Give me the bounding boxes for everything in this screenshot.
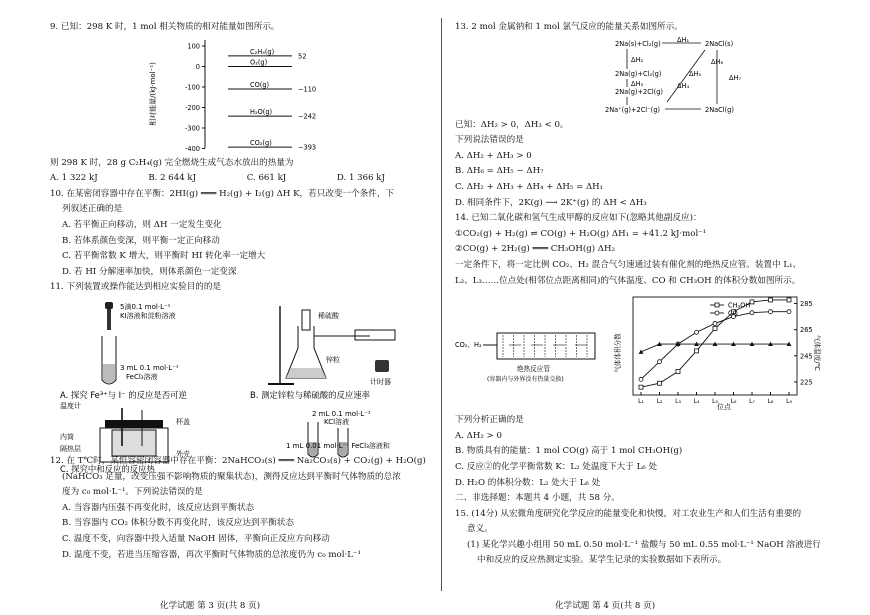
tube-body [497, 333, 595, 359]
q13-option-c: C. ΔH₂ + ΔH₃ + ΔH₄ + ΔH₅ = ΔH₁ [455, 181, 604, 192]
q12-line: 度为 c₀ mol·L⁻¹。下列说法错误的是 [62, 487, 203, 498]
q9-option-b: B. 2 644 kJ [148, 173, 197, 184]
chart-ylabel-right: 气体温度/℃ [813, 335, 821, 372]
chart-point [639, 350, 644, 354]
q14-line: 一定条件下，将一定比例 CO₂、H₂ 混合气匀速通过装有催化剂的绝热反应管。装置中 L₁、 [455, 259, 802, 270]
cycle-dh6: ΔH₆ [711, 57, 724, 66]
q15-stem: 15. (14分) 从宏微角度研究化学反应的能量变化和快慢，对工农业生产和人们生活有重要的 [455, 508, 802, 519]
chart-point [695, 349, 699, 353]
q9-stem: 9. 已知：298 K 时，1 mol 相关物质的相对能量如图所示。 [50, 22, 280, 32]
q11a-caption: A. 探究 Fe³⁺与 I⁻ 的反应是否可逆 [60, 389, 187, 400]
q13-stem: 13. 2 mol 金属钠和 1 mol 氯气反应的能量关系如图所示。 [455, 22, 683, 32]
funnel-icon [302, 310, 310, 330]
chart-point [658, 381, 662, 385]
q10-option-d: D. 若 HI 分解速率加快，则体系颜色一定变深 [62, 266, 237, 277]
legend-label: CO [728, 309, 738, 318]
q9-option-d: D. 1 366 kJ [336, 173, 385, 184]
q12-option-d: D. 温度不变，若进当压缩容器，再次平衡时气体物质的总浓度仍为 c₀ mol·L⁻¹ [62, 549, 361, 560]
q9-option-c: C. 661 kJ [246, 173, 287, 184]
q11a-reagent1: 5滴0.1 mol·L⁻¹ [120, 302, 171, 311]
q11a-reagent2: 3 mL 0.1 mol·L⁻¹ [120, 363, 179, 372]
chart-point [769, 298, 773, 302]
q12-option-a: A. 当容器内压强不再变化时，该反应达到平衡状态 [62, 502, 255, 513]
cycle-mid2: 2Na(g)+2Cl(g) [615, 87, 663, 96]
q13-line: 下列说法错误的是 [455, 135, 524, 146]
q9-level-value: −110 [298, 85, 317, 94]
q9-tick-label: -400 [185, 144, 200, 153]
chart-xlabel: 位点 [717, 403, 731, 412]
chart-ylabel-left: 气体体积分数 [614, 333, 622, 373]
q11b-label-timer: 计时器 [370, 377, 391, 386]
q11b-apparatus [250, 306, 395, 400]
q11d-bottom1: 1 mL 0.01 mol·L⁻¹ FeCl₃溶液和 [286, 441, 390, 450]
q14-option-c: C. 反应②的化学平衡常数 K：L₂ 处温度下大于 L₆ 处 [455, 461, 658, 472]
legend-label: CH₃OH [728, 301, 751, 310]
q11c-apparatus [60, 401, 190, 474]
chart-x-tick-label: L₅ [712, 398, 718, 406]
q11a-reagent2b: FeCl₃溶液 [126, 372, 158, 381]
q9-level-species: H₂O(g) [250, 107, 273, 116]
q11c-label-insulation: 隔热层 [60, 444, 81, 453]
chart-right-tick-label: 265 [800, 326, 813, 335]
tube-inlet: CO₂、H₂ [455, 341, 482, 350]
q14-chart [613, 297, 822, 411]
q12-line: 12. 在 T℃时，某恒容密闭容器中存在平衡：2NaHCO₃(s) ═══ Na₂CO₃(s) + CO₂(g) + H₂O(g) [50, 455, 426, 466]
q11d-top2: KCl溶液 [324, 417, 350, 426]
q11b-label-zinc: 锌粒 [326, 355, 340, 364]
cycle-dh1: ΔH₁ [677, 35, 690, 44]
chart-point [658, 360, 662, 364]
legend-marker [715, 303, 719, 307]
q14 [455, 211, 840, 289]
right-column [455, 14, 840, 591]
q13-option-d: D. 相同条件下，2K(g) ⟶ 2K⁺(g) 的 ΔH < ΔH₃ [455, 197, 647, 208]
q9-tick-label: -300 [185, 124, 200, 133]
q10 [50, 187, 430, 281]
cycle-dh2: ΔH₂ [631, 55, 644, 64]
q13-born-haber-cycle [455, 36, 840, 118]
q9-options [50, 171, 385, 187]
q14-option-d: D. H₂O 的体积分数：L₂ 处大于 L₆ 处 [455, 477, 601, 488]
q13-option-b: B. ΔH₆ = ΔH₅ − ΔH₇ [455, 166, 544, 177]
q11a-reagent1b: KI溶液和淀粉溶液 [120, 311, 176, 320]
chart-right-tick-label: 245 [800, 352, 813, 361]
q13-line: 已知：ΔH₂ > 0，ΔH₃ < 0。 [455, 119, 569, 130]
q9-option-a: A. 1 322 kJ [50, 173, 98, 184]
q9-level-value: −393 [298, 143, 317, 152]
chart-x-tick-label: L₈ [767, 398, 774, 406]
dropper-icon [107, 308, 111, 330]
q15-part1-cont: 中和反应的反应热测定实验。某学生记录的实验数据如下表所示。 [477, 555, 727, 566]
cycle-dh3: ΔH₃ [631, 79, 644, 88]
q9-level-value: −242 [298, 112, 317, 121]
chart-point [639, 385, 643, 389]
column-divider [441, 18, 442, 591]
chart-point [787, 298, 791, 302]
cycle-dh7: ΔH₇ [729, 73, 742, 82]
cycle-bottom-right: 2NaCl(g) [705, 105, 734, 114]
q11c-label-thermometer: 温度计 [60, 401, 81, 410]
chart-x-tick-label: L₆ [730, 398, 737, 406]
q13-option-a: A. ΔH₂ + ΔH₃ > 0 [455, 150, 532, 161]
chart-x-tick-label: L₄ [693, 398, 700, 406]
born-haber-svg [455, 36, 840, 118]
q14-figure [455, 289, 840, 413]
q12-line: (NaHCO₃ 足量，改变压强不影响物质的聚集状态)，测得反应达到平衡时气体物质的总浓 [62, 471, 401, 482]
q14-option-b: B. 物质具有的能量：1 mol CO(g) 高于 1 mol CH₃OH(g) [455, 446, 683, 457]
q14-line: 下列分析正确的是 [455, 415, 524, 426]
q14-line: 14. 已知二氧化碳和氢气生成甲醇的反应如下(忽略其他副反应)： [455, 213, 702, 224]
chart-point [695, 330, 699, 334]
left-footer: 化学试题 第 3 页(共 8 页) [160, 601, 261, 611]
q11-apparatus [50, 296, 430, 474]
q15-stem-cont: 意义。 [467, 524, 493, 535]
q11d-apparatus [286, 410, 390, 457]
q9-tick-label: -100 [185, 83, 200, 92]
section-2 [455, 491, 840, 569]
cycle-top-right: 2NaCl(s) [705, 39, 734, 48]
legend-marker [715, 311, 719, 315]
lid-icon [105, 420, 163, 428]
q9-level-species: CO₂(g) [250, 138, 272, 147]
chart-x-tick-label: L₁ [638, 398, 644, 406]
left-column [50, 14, 430, 591]
chart-point [750, 311, 754, 315]
chart-point [769, 310, 773, 314]
chart-x-tick-label: L₉ [786, 398, 792, 406]
chart-point [750, 300, 754, 304]
section-2-heading: 二、非选择题：本题共 4 小题，共 58 分。 [455, 493, 620, 504]
q10-line: 列叙述正确的是 [62, 204, 123, 215]
q12-option-c: C. 温度不变，向容器中投入适量 NaOH 固体，平衡向正反应方向移动 [62, 533, 330, 544]
q11c-label-shell: 外壳 [176, 449, 190, 458]
energy-level-svg [50, 36, 430, 154]
q11d-top: 2 mL 0.1 mol·L⁻¹ [312, 409, 371, 418]
q9-tick-label: 100 [187, 42, 200, 51]
q10-option-a: A. 若平衡正向移动，则 ΔH 一定发生变化 [62, 219, 222, 230]
q9-levels [228, 47, 316, 151]
cycle-dh5: ΔH₅ [689, 69, 702, 78]
q14-svg [455, 289, 840, 413]
chart-point [639, 377, 643, 381]
timer-icon [375, 360, 389, 372]
chart-right-tick-label: 285 [800, 300, 813, 309]
q15-part1: (1) 某化学兴趣小组用 50 mL 0.50 mol·L⁻¹ 盐酸与 50 mL 0.55 mol·L⁻¹ NaOH 溶液进行 [467, 539, 821, 550]
q12-option-b: B. 当容器内 CO₂ 体积分数不再变化时，该反应达到平衡状态 [62, 518, 294, 529]
cycle-mid1: 2Na(g)+Cl₂(g) [615, 69, 662, 78]
q9-level-species: O₂(g) [250, 58, 268, 67]
cycle-dh4: ΔH₄ [677, 81, 690, 90]
q9-level-species: CO(g) [250, 80, 270, 89]
q9-level-species: C₂H₄(g) [250, 47, 275, 56]
chart-right-tick-label: 225 [800, 378, 813, 387]
chart-x-tick-label: L₂ [656, 398, 663, 406]
q10-option-b: B. 若体系颜色变深，则平衡一定正向移动 [62, 235, 220, 246]
q9-energy-diagram [50, 36, 430, 154]
q13-text [455, 118, 840, 212]
q14-line: ②CO(g) + 2H₂(g) ═══ CH₃OH(g) ΔH₂ [455, 244, 615, 255]
q9-tick-label: -200 [185, 103, 200, 112]
q9-question: 则 298 K 时，28 g C₂H₄(g) 完全燃烧生成气态水放出的热量为 [50, 157, 294, 168]
q11-stem: 11. 下列装置或操作能达到相应实验目的的是 [50, 282, 222, 293]
q11a-apparatus [60, 302, 187, 400]
q10-line: 10. 在某密闭容器中存在平衡：2HI(g) ═══ H₂(g) + I₂(g) ΔH K，若只改变一个条件，下 [50, 188, 395, 199]
q14-option-a: A. ΔH₂ > 0 [455, 430, 502, 441]
q11c-label-lid: 杯盖 [176, 417, 190, 426]
tube-caption: 绝热反应管 [517, 365, 550, 374]
cycle-top: 2Na(s)+Cl₂(g) [615, 39, 661, 48]
q11c-label-inner: 内筒 [60, 432, 74, 441]
q11b-caption: B. 测定锌粒与稀硫酸的反应速率 [250, 389, 370, 400]
q14-line: ①CO₂(g) + H₂(g) ⇌ CO(g) + H₂O(g) ΔH₁ = +41.2 kJ·mol⁻¹ [455, 228, 707, 239]
q9-ylabel: 相对能量/(kJ·mol⁻¹) [149, 61, 157, 126]
chart-x-tick-label: L₇ [749, 398, 755, 406]
q9-tick-label: 0 [195, 62, 200, 71]
q10-option-c: C. 若平衡常数 K 增大，则平衡时 HI 转化率一定增大 [62, 251, 266, 262]
q9-level-value: 52 [298, 51, 307, 60]
q11c-caption: C. 探究中和反应的反应热 [60, 463, 155, 474]
q11-apparatus-svg [50, 296, 430, 474]
chart-point [713, 322, 717, 326]
cycle-bottom: 2Na⁺(g)+2Cl⁻(g) [605, 105, 660, 114]
tube-caption2: (容器内与外界没有热量交换) [487, 376, 564, 384]
right-footer: 化学试题 第 4 页(共 8 页) [555, 601, 656, 611]
chart-x-tick-label: L₃ [675, 398, 681, 406]
q9-ticks [185, 42, 205, 153]
adiabatic-tube [455, 333, 595, 383]
chart-point [713, 326, 717, 330]
chart-point [787, 310, 791, 314]
q11b-label-acid: 稀硫酸 [318, 311, 339, 320]
q14-line: L₂、L₃……位点处(相邻位点距离相同)的气体温度、CO 和 CH₃OH 的体积分数如图所示。 [455, 275, 801, 286]
q14-analysis [455, 413, 840, 491]
syringe-icon [355, 330, 395, 340]
chart-point [676, 370, 680, 374]
